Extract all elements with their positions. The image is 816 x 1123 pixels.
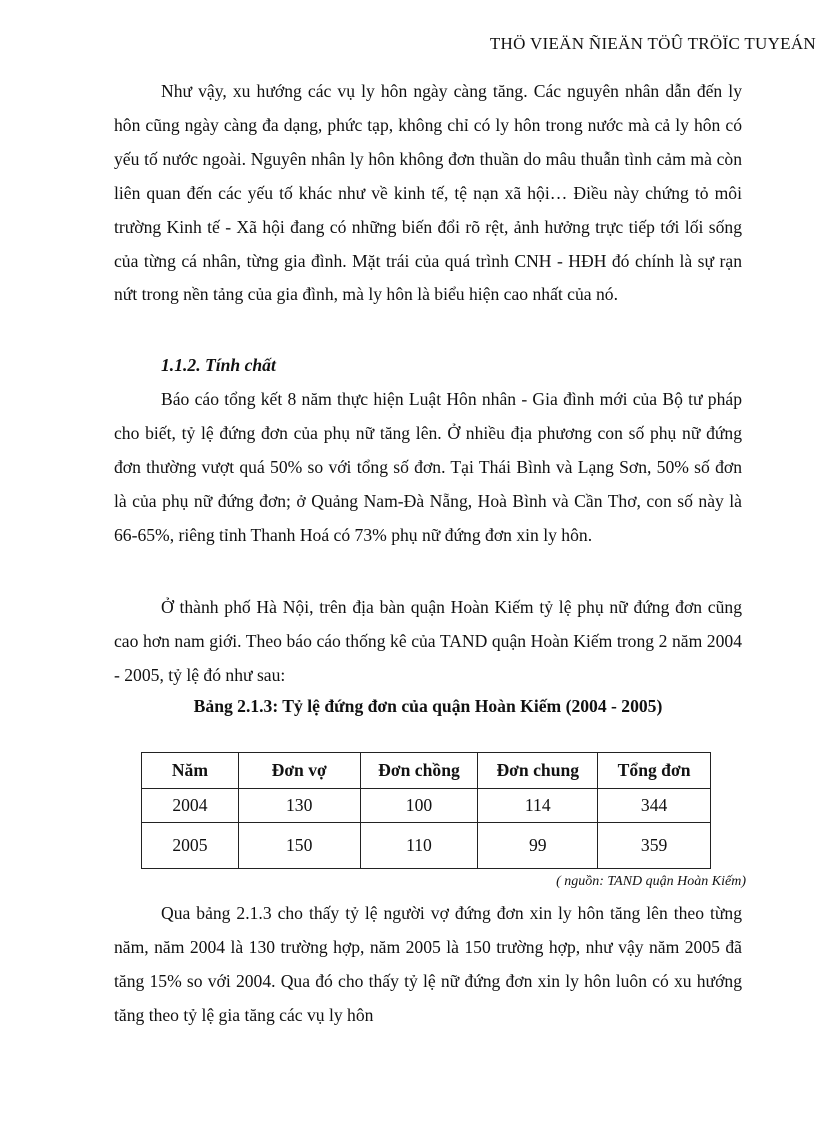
page-header: THÖ VIEÄN ÑIEÄN TÖÛ TRÖÏC TUYEÁN <box>489 34 816 53</box>
table-row <box>142 823 711 869</box>
paragraph: Báo cáo tổng kết 8 năm thực hiện Luật Hôn nhân - Gia đình mới của Bộ tư pháp cho biết, tỷ lệ đứng đơn của phụ nữ tăng lên. Ở nhiều địa phương con số phụ nữ đứng đơn thường vượt quá 50% so với tổng số đơn. Tại Thái Bình và Lạng Sơn, 50% số đơn là của phụ nữ đứng đơn; ở Quảng Nam-Đà Nẵng, Hoà Bình và Cần Thơ, con số này là 66-65%, riêng tỉnh Thanh Hoá có 73% phụ nữ đứng đơn xin ly hôn. <box>114 389 742 545</box>
paragraph: Qua bảng 2.1.3 cho thấy tỷ lệ người vợ đứng đơn xin ly hôn tăng lên theo từng năm, năm 2004 là 130 trường hợp, năm 2005 là 150 trường hợp, như vậy năm 2005 đã tăng 15% so với 2004. Qua đó cho thấy tỷ lệ nữ đứng đơn xin ly hôn luôn có xu hướng tăng theo tỷ lệ gia tăng các vụ ly hôn <box>114 903 742 1025</box>
column-header-total: Tổng đơn <box>598 753 711 789</box>
table-cell: 114 <box>478 789 598 823</box>
body-text-block-4 <box>114 897 742 1033</box>
table-cell: 2005 <box>142 823 239 869</box>
table-row <box>142 789 711 823</box>
table-cell: 150 <box>238 823 360 869</box>
data-table <box>141 752 711 869</box>
column-header-wife: Đơn vợ <box>238 753 360 789</box>
paragraph: Ở thành phố Hà Nội, trên địa bàn quận Hoàn Kiếm tỷ lệ phụ nữ đứng đơn cũng cao hơn nam giới. Theo báo cáo thống kê của TAND quận Hoàn Kiếm trong 2 năm 2004 - 2005, tỷ lệ đó như sau: <box>114 597 742 685</box>
table-header-row <box>142 753 711 789</box>
section-heading: 1.1.2. Tính chất <box>161 355 276 375</box>
table-cell: 130 <box>238 789 360 823</box>
column-header-husband: Đơn chồng <box>360 753 478 789</box>
column-header-year: Năm <box>142 753 239 789</box>
table-cell: 110 <box>360 823 478 869</box>
table-cell: 344 <box>598 789 711 823</box>
paragraph: Như vậy, xu hướng các vụ ly hôn ngày càng tăng. Các nguyên nhân dẫn đến ly hôn cũng ngày càng đa dạng, phức tạp, không chỉ có ly hôn trong nước mà cả ly hôn có yếu tố nước ngoài. Nguyên nhân ly hôn không đơn thuần do mâu thuẫn tình cảm mà còn liên quan đến các yếu tố khác như về kinh tế, tệ nạn xã hội… Điều này chứng tỏ môi trường Kinh tế - Xã hội đang có những biến đổi rõ rệt, ảnh hưởng trực tiếp tới lối sống của từng cá nhân, từng gia đình. Mặt trái của quá trình CNH - HĐH đó chính là sự rạn nứt trong nền tảng của gia đình, mà ly hôn là biểu hiện cao nhất của nó. <box>114 81 742 305</box>
table-cell: 2004 <box>142 789 239 823</box>
body-text-block-3 <box>114 591 742 693</box>
body-text-block-2 <box>114 383 742 553</box>
body-text-block-1 <box>114 75 742 312</box>
column-header-joint: Đơn chung <box>478 753 598 789</box>
table-cell: 359 <box>598 823 711 869</box>
table-caption: Bảng 2.1.3: Tỷ lệ đứng đơn của quận Hoàn Kiếm (2004 - 2005) <box>193 696 663 716</box>
table-cell: 99 <box>478 823 598 869</box>
table-source-note: ( nguồn: TAND quận Hoàn Kiếm) <box>556 874 746 889</box>
table-cell: 100 <box>360 789 478 823</box>
